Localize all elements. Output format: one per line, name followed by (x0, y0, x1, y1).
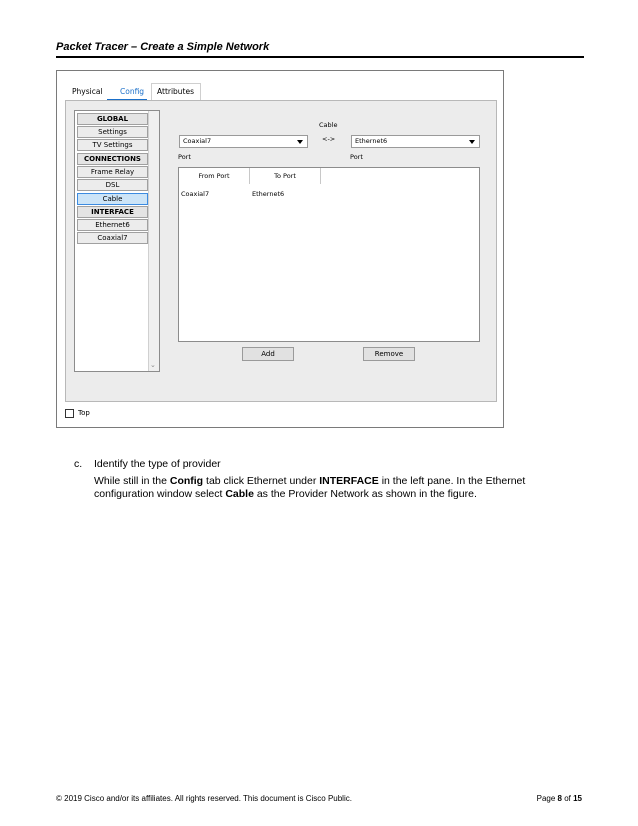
bold-config: Config (169, 475, 204, 487)
nav-header-interface[interactable]: INTERFACE (77, 206, 148, 218)
top-checkbox-label: Top (78, 409, 90, 417)
link-arrow-label: <-> (322, 135, 336, 143)
instruction-paragraph (94, 475, 554, 501)
page-header-title: Packet Tracer – Create a Simple Network (56, 41, 270, 53)
paragraph-text: tab click Ethernet under (203, 475, 320, 487)
bold-cable: Cable (225, 488, 254, 500)
step-letter: c. (74, 458, 83, 470)
right-port-select[interactable] (351, 135, 480, 148)
left-port-select[interactable] (179, 135, 308, 148)
step-title: Identify the type of provider (94, 458, 221, 470)
footer-page-number (537, 794, 582, 803)
nav-item-frame-relay[interactable]: Frame Relay (77, 166, 148, 178)
add-button[interactable]: Add (242, 347, 294, 361)
nav-item-cable[interactable]: Cable (77, 193, 148, 205)
left-nav-list (74, 110, 160, 372)
nav-item-coaxial7[interactable]: Coaxial7 (77, 232, 148, 244)
nav-item-settings[interactable]: Settings (77, 126, 148, 138)
right-port-label: Port (350, 153, 363, 161)
paragraph-text: as the Provider Network as shown in the figure. (253, 488, 477, 500)
cable-label: Cable (319, 121, 338, 129)
remove-button[interactable]: Remove (363, 347, 415, 361)
paragraph-text: While still in the (94, 475, 170, 487)
current-page: 8 (557, 794, 562, 803)
right-port-select-value: Ethernet6 (355, 137, 388, 145)
header-rule (56, 56, 584, 58)
left-nav-scrollbar[interactable] (148, 111, 159, 371)
left-port-select-value: Coaxial7 (183, 137, 212, 145)
scroll-down-chevron-icon[interactable]: ⌄ (150, 361, 156, 369)
nav-header-global[interactable]: GLOBAL (77, 113, 148, 125)
total-pages: 15 (573, 794, 582, 803)
nav-item-dsl[interactable]: DSL (77, 179, 148, 191)
tab-attributes[interactable]: Attributes (157, 87, 195, 96)
tab-config[interactable]: Config (120, 87, 145, 96)
packet-tracer-window (56, 70, 504, 428)
table-cell-from-port[interactable]: Coaxial7 (181, 190, 210, 198)
step-heading (74, 458, 221, 470)
nav-item-tv-settings[interactable]: TV Settings (77, 139, 148, 151)
left-port-label: Port (178, 153, 191, 161)
dropdown-arrow-icon (469, 140, 475, 144)
bold-interface: INTERFACE (319, 475, 379, 487)
top-checkbox[interactable] (65, 409, 74, 418)
tab-physical[interactable]: Physical (72, 87, 103, 96)
table-cell-to-port[interactable]: Ethernet6 (252, 190, 285, 198)
nav-item-ethernet6[interactable]: Ethernet6 (77, 219, 148, 231)
dropdown-arrow-icon (297, 140, 303, 144)
col-header-from-port[interactable]: From Port (179, 168, 250, 184)
col-header-to-port[interactable]: To Port (250, 168, 321, 184)
footer-copyright: © 2019 Cisco and/or its affiliates. All rights reserved. This document is Cisco Public. (56, 794, 352, 803)
page-of: of (561, 794, 574, 803)
port-link-table (178, 167, 480, 342)
config-pane (65, 100, 497, 402)
page-prefix: Page (536, 794, 558, 803)
nav-header-connections[interactable]: CONNECTIONS (77, 153, 148, 165)
paragraph-text: in the left pane. In the Ethernet configuration window select (94, 475, 526, 500)
